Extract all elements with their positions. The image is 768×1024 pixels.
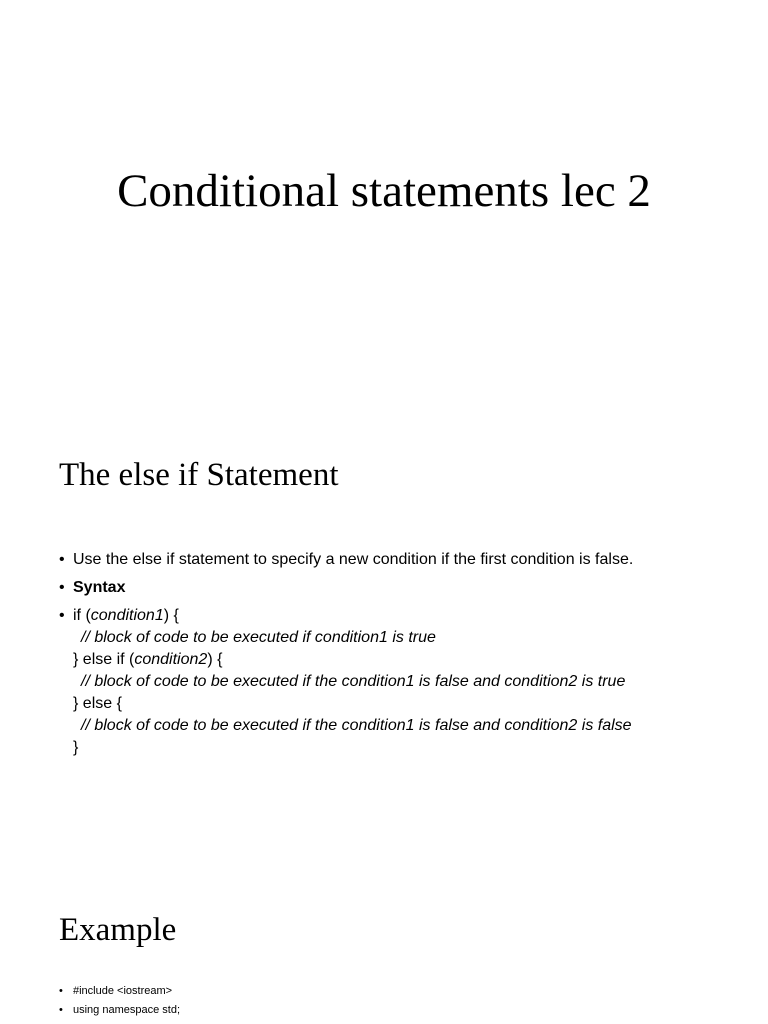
bullet-icon: • [59,1004,63,1016]
code-line-text: using namespace std; [73,1004,181,1016]
code-line [59,982,180,1001]
bullet-icon: • [59,579,65,596]
slide-title: Conditional statements lec 2 [117,165,651,217]
bullet-icon: • [59,551,65,568]
description-bullet [59,549,699,571]
syntax-comment-3: // block of code to be executed if the condition1 is false and condition2 is false [81,717,632,734]
else-if-bullet-list [59,549,699,765]
syntax-label-bullet [59,577,699,599]
syntax-comment-2: // block of code to be executed if the condition1 is false and condition2 is true [81,673,626,690]
title-slide [0,0,768,400]
code-line-text: #include <iostream> [73,985,173,997]
description-text: Use the else if statement to specify a new condition if the first condition is false. [73,551,634,568]
else-if-heading: The else if Statement [59,457,339,493]
syntax-comment-1: // block of code to be executed if condition1 is true [81,629,436,646]
example-heading: Example [59,912,177,948]
syntax-label: Syntax [73,579,126,596]
bullet-icon: • [59,985,63,997]
syntax-if-line [73,605,699,627]
syntax-else-if-line [73,649,699,671]
syntax-open-brace-2: ) { [207,651,223,668]
syntax-else-line: } else { [73,695,122,712]
syntax-condition2: condition2 [134,651,208,668]
syntax-else-if-keyword: } else if ( [73,651,135,668]
syntax-close-brace: } [73,739,79,756]
code-line [59,1001,180,1020]
bullet-icon: • [59,607,65,624]
syntax-condition1: condition1 [90,607,164,624]
syntax-if-keyword: if ( [73,607,91,624]
syntax-code-bullet [59,605,699,759]
example-code-list [59,982,180,1020]
syntax-open-brace-1: ) { [163,607,179,624]
